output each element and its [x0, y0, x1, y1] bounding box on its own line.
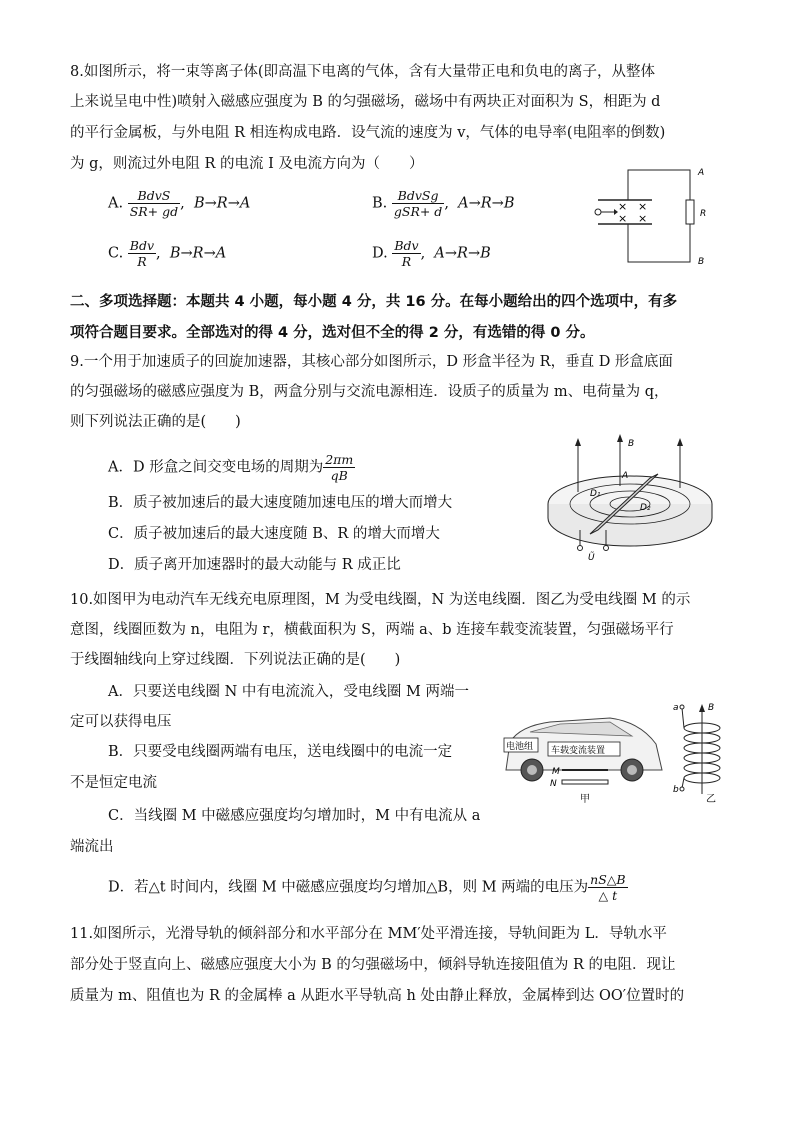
q10-option-a-line-1: A．只要送电线圈 N 中有电流流入，受电线圈 M 两端一: [108, 684, 469, 700]
q9-line-3: 则下列说法正确的是( ): [70, 414, 241, 430]
q10-option-c-line-2: 端流出: [70, 839, 114, 855]
q10-option-d-fraction: [588, 872, 627, 903]
q8-label-a: A: [698, 168, 705, 178]
q8-label-r: R: [700, 209, 707, 219]
q10-label-m: M: [552, 767, 560, 777]
q8-option-d-direction: A→R→B: [434, 245, 491, 262]
q10-option-b-line-2: 不是恒定电流: [70, 775, 157, 791]
q10-battery-label: 电池组: [506, 742, 534, 752]
q10-coil-n: [562, 780, 608, 784]
q10-axis-arrowhead: [699, 704, 705, 712]
q11-line-1: 11.如图所示，光滑导轨的倾斜部分和水平部分在 MM′处平滑连接，导轨间距为 L．导轨水平: [70, 926, 667, 942]
q8-cross-4: ×: [638, 212, 648, 225]
q8-option-d-label: D.: [372, 245, 388, 262]
q11-line-2: 部分处于竖直向上、磁感应强度大小为 B 的匀强磁场中，倾斜导轨连接阻值为 R 的电阻．现让: [70, 957, 676, 973]
q8-cross-2: ×: [638, 200, 648, 213]
q8-option-b-num: BdvSg: [392, 188, 444, 204]
q9-label-u: Ũ: [588, 553, 595, 563]
q9-option-d: D．质子离开加速器时的最大动能与 R 成正比: [108, 557, 401, 573]
q9-option-a-num: 2πm: [325, 452, 354, 467]
q10-option-a-line-2: 定可以获得电压: [70, 714, 172, 730]
q8-option-b-label: B.: [372, 195, 388, 212]
q9-figure-cyclotron: [540, 434, 720, 564]
q9-option-a-text: A．D 形盒之间交变电场的周期为: [108, 459, 324, 476]
q9-option-a-den: qB: [330, 468, 348, 483]
section2-heading-line-1: 二、多项选择题：本题共 4 小题，每小题 4 分，共 16 分。在每小题给出的四个选项中，有多: [70, 294, 678, 310]
q8-option-a-fraction: [128, 188, 180, 219]
q8-option-c-num: Bdv: [129, 238, 155, 253]
q10-lead-a: [682, 708, 684, 728]
q10-label-yi: 乙: [706, 794, 716, 805]
q10-label-b: b: [673, 785, 679, 795]
q10-label-field-b: B: [708, 703, 715, 713]
q10-line-3: 于线圈轴线向上穿过线圈．下列说法正确的是( ): [70, 652, 401, 668]
q8-line-2: 上来说呈电中性)喷射入磁感应强度为 B 的匀强磁场，磁场中有两块正对面积为 S，相距为 d: [70, 94, 661, 110]
q9-label-b: B: [628, 439, 635, 449]
q10-line-2: 意图，线圈匝数为 n，电阻为 r，横截面积为 S，两端 a、b 连接车载变流装置，匀强磁场平行: [70, 622, 674, 638]
q8-option-a-num: BdvS: [128, 188, 180, 204]
q10-option-d-den: △ t: [598, 888, 618, 903]
q9-line-2: 的匀强磁场的磁感应强度为 B，两盒分别与交流电源相连．设质子的质量为 m、电荷量为 q，: [70, 384, 669, 400]
q8-option-d-den: R: [401, 254, 412, 269]
q10-terminal-b: [680, 787, 684, 791]
q10-option-b-line-1: B．只要受电线圈两端有电压，送电线圈中的电流一定: [108, 744, 453, 760]
q9-option-c: C．质子被加速后的最大速度随 B、R 的增大而增大: [108, 526, 440, 542]
q9-option-b: B．质子被加速后的最大速度随加速电压的增大而增大: [108, 495, 453, 511]
q8-option-b: B. $\frac{\text{BdvSg}}{\text{gSR+ d}}$ , A→R→B: [372, 188, 515, 219]
q8-line-3: 的平行金属板，与外电阻 R 相连构成电路．设气流的速度为 v，气体的电导率(电阻率的倒数): [70, 125, 666, 141]
q8-line-1: 8.如图所示，将一束等离子体(即高温下电离的气体，含有大量带正电和负电的离子，从整体: [70, 64, 655, 80]
q10-option-c-line-1: C．当线圈 M 中磁感应强度均匀增加时，M 中有电流从 a: [108, 808, 481, 824]
q8-option-a-den: SR+ gd: [129, 204, 179, 219]
q8-option-a-label: A.: [108, 195, 124, 212]
q8-line-4: 为 g，则流过外电阻 R 的电流 I 及电流方向为（ ）: [70, 156, 424, 172]
q10-label-jia: 甲: [580, 794, 590, 805]
q8-option-b-direction: A→R→B: [458, 195, 515, 212]
q8-option-c: C. $\frac{\text{Bdv}}{R}$ , B→R→A: [108, 238, 227, 269]
q9-terminal-left: [578, 546, 583, 551]
q10-line-1: 10.如图甲为电动汽车无线充电原理图，M 为受电线圈，N 为送电线圈．图乙为受电线圈 M 的示: [70, 592, 691, 608]
q8-option-d-num: Bdv: [394, 238, 419, 253]
q9-terminal-right: [604, 546, 609, 551]
q8-cross-3: ×: [618, 212, 628, 225]
q10-terminal-a: [680, 705, 684, 709]
q10-lead-b: [682, 778, 684, 788]
q8-label-b: B: [698, 257, 705, 267]
q8-option-c-den: R: [137, 254, 147, 269]
q10-figure-jia-car: [500, 700, 668, 808]
q10-label-n: N: [550, 779, 557, 789]
q9-field-arrow-1: [575, 438, 581, 446]
q10-figure-yi-coil: [672, 698, 732, 808]
q8-option-d-fraction: [392, 238, 420, 269]
q11-line-3: 质量为 m、阻值也为 R 的金属棒 a 从距水平导轨高 h 处由静止释放，金属棒到达 OO′位置时的: [70, 988, 685, 1004]
q8-option-b-fraction: [392, 188, 444, 219]
q9-label-d2: D₂: [640, 503, 651, 513]
q8-option-c-label: C.: [108, 245, 124, 262]
section2-heading-line-2: 项符合题目要求。全部选对的得 4 分，选对但不全的得 2 分，有选错的得 0 分。: [70, 325, 595, 341]
q10-label-a: a: [673, 703, 679, 713]
q9-line-1: 9.一个用于加速质子的回旋加速器，其核心部分如图所示，D 形盒半径为 R，垂直 D 形盒底面: [70, 354, 673, 370]
q9-option-a-fraction: [323, 452, 355, 483]
q8-plasma-source: [595, 209, 601, 215]
q10-front-hub: [527, 765, 537, 775]
q8-option-a-direction: B→R→A: [193, 195, 251, 212]
q10-rear-hub: [627, 765, 637, 775]
q8-option-c-direction: B→R→A: [169, 245, 227, 262]
q9-field-arrow-2: [617, 434, 623, 442]
q10-option-d: [108, 872, 628, 903]
q10-option-d-num: nS△B: [590, 872, 626, 887]
q9-field-arrow-3: [677, 438, 683, 446]
q10-option-d-text: D．若△t 时间内，线圈 M 中磁感应强度均匀增加△B，则 M 两端的电压为: [108, 879, 589, 896]
q9-option-a: [108, 452, 355, 483]
q8-option-a: A. $\frac{\text{BdvS}}{SR+ gd}$ , B→R→A: [108, 188, 251, 219]
q8-figure-mhd-generator: [590, 162, 720, 272]
q8-option-d: D. $\frac{\text{Bdv}}{R}$ , A→R→B: [372, 238, 491, 269]
q9-label-a: A: [622, 471, 629, 481]
q8-option-b-den: gSR+ d: [393, 204, 443, 219]
q10-converter-label: 车载变流装置: [551, 746, 606, 756]
q8-cross-1: ×: [618, 200, 628, 213]
q9-label-d1: D₁: [590, 489, 601, 499]
q8-option-c-fraction: [128, 238, 156, 269]
q8-resistor: [686, 200, 694, 224]
